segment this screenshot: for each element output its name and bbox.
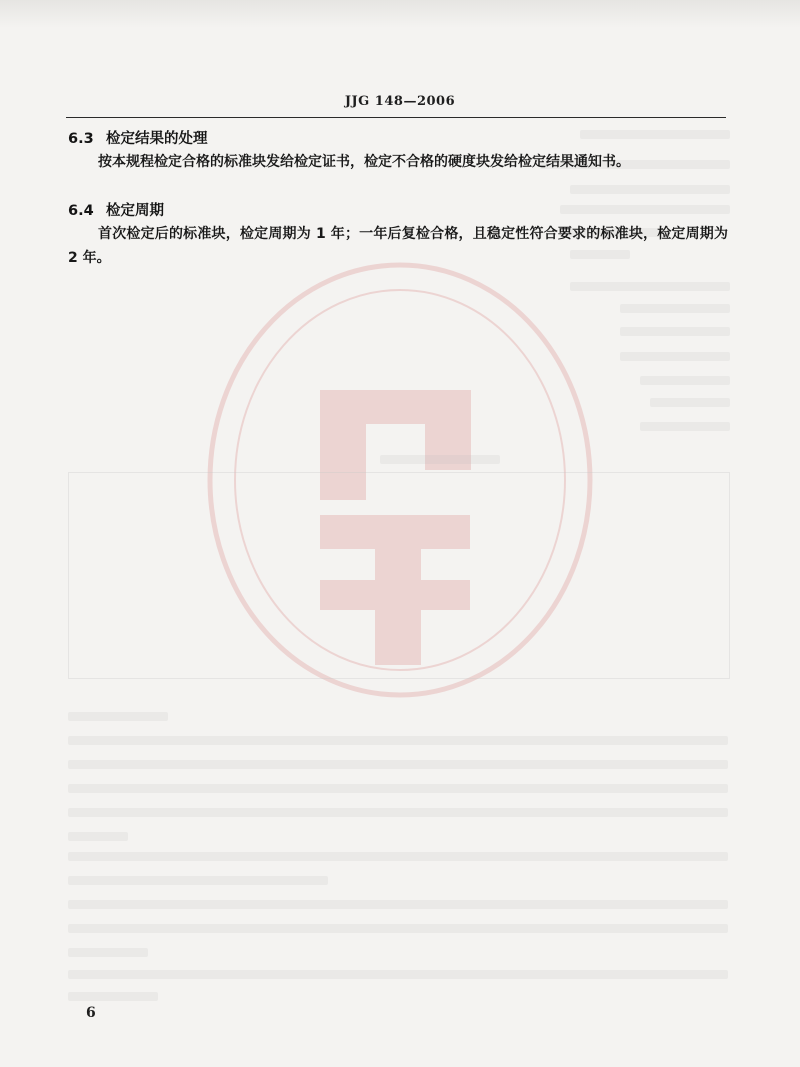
page-number: 6 bbox=[86, 1005, 96, 1021]
bleed-through bbox=[68, 808, 728, 817]
bleed-through bbox=[68, 736, 728, 745]
section-heading bbox=[68, 128, 728, 150]
bleed-through bbox=[68, 876, 328, 885]
bleed-through bbox=[650, 398, 730, 407]
bleed-through bbox=[620, 352, 730, 361]
bleed-through bbox=[68, 900, 728, 909]
section-title: 检定周期 bbox=[106, 203, 164, 219]
section-6-3 bbox=[68, 128, 728, 174]
section-title: 检定结果的处理 bbox=[106, 131, 208, 147]
bleed-through bbox=[620, 304, 730, 313]
bleed-through bbox=[68, 784, 728, 793]
bleed-through bbox=[570, 185, 730, 194]
bleed-through bbox=[68, 970, 728, 979]
bleed-through bbox=[68, 852, 728, 861]
bleed-through bbox=[68, 948, 148, 957]
bleed-through bbox=[68, 760, 728, 769]
section-body: 首次检定后的标准块，检定周期为 1 年；一年后复检合格，且稳定性符合要求的标准块，检定周期为 2 年。 bbox=[68, 226, 728, 266]
section-number: 6.4 bbox=[68, 203, 94, 219]
bleed-through bbox=[68, 924, 728, 933]
bleed-through bbox=[570, 282, 730, 291]
section-6-4 bbox=[68, 200, 728, 270]
bleed-through bbox=[640, 376, 730, 385]
bleed-through-table bbox=[68, 472, 730, 679]
bleed-through bbox=[620, 327, 730, 336]
bleed-through bbox=[68, 712, 168, 721]
header-rule bbox=[66, 117, 726, 118]
page-header: JJG 148—2006 bbox=[344, 94, 456, 109]
section-body: 按本规程检定合格的标准块发给检定证书，检定不合格的硬度块发给检定结果通知书。 bbox=[98, 154, 630, 170]
bleed-through bbox=[380, 455, 500, 464]
section-heading bbox=[68, 200, 728, 222]
bleed-through bbox=[68, 832, 128, 841]
section-number: 6.3 bbox=[68, 131, 94, 147]
scan-edge bbox=[0, 0, 800, 28]
bleed-through bbox=[68, 992, 158, 1001]
bleed-through bbox=[640, 422, 730, 431]
